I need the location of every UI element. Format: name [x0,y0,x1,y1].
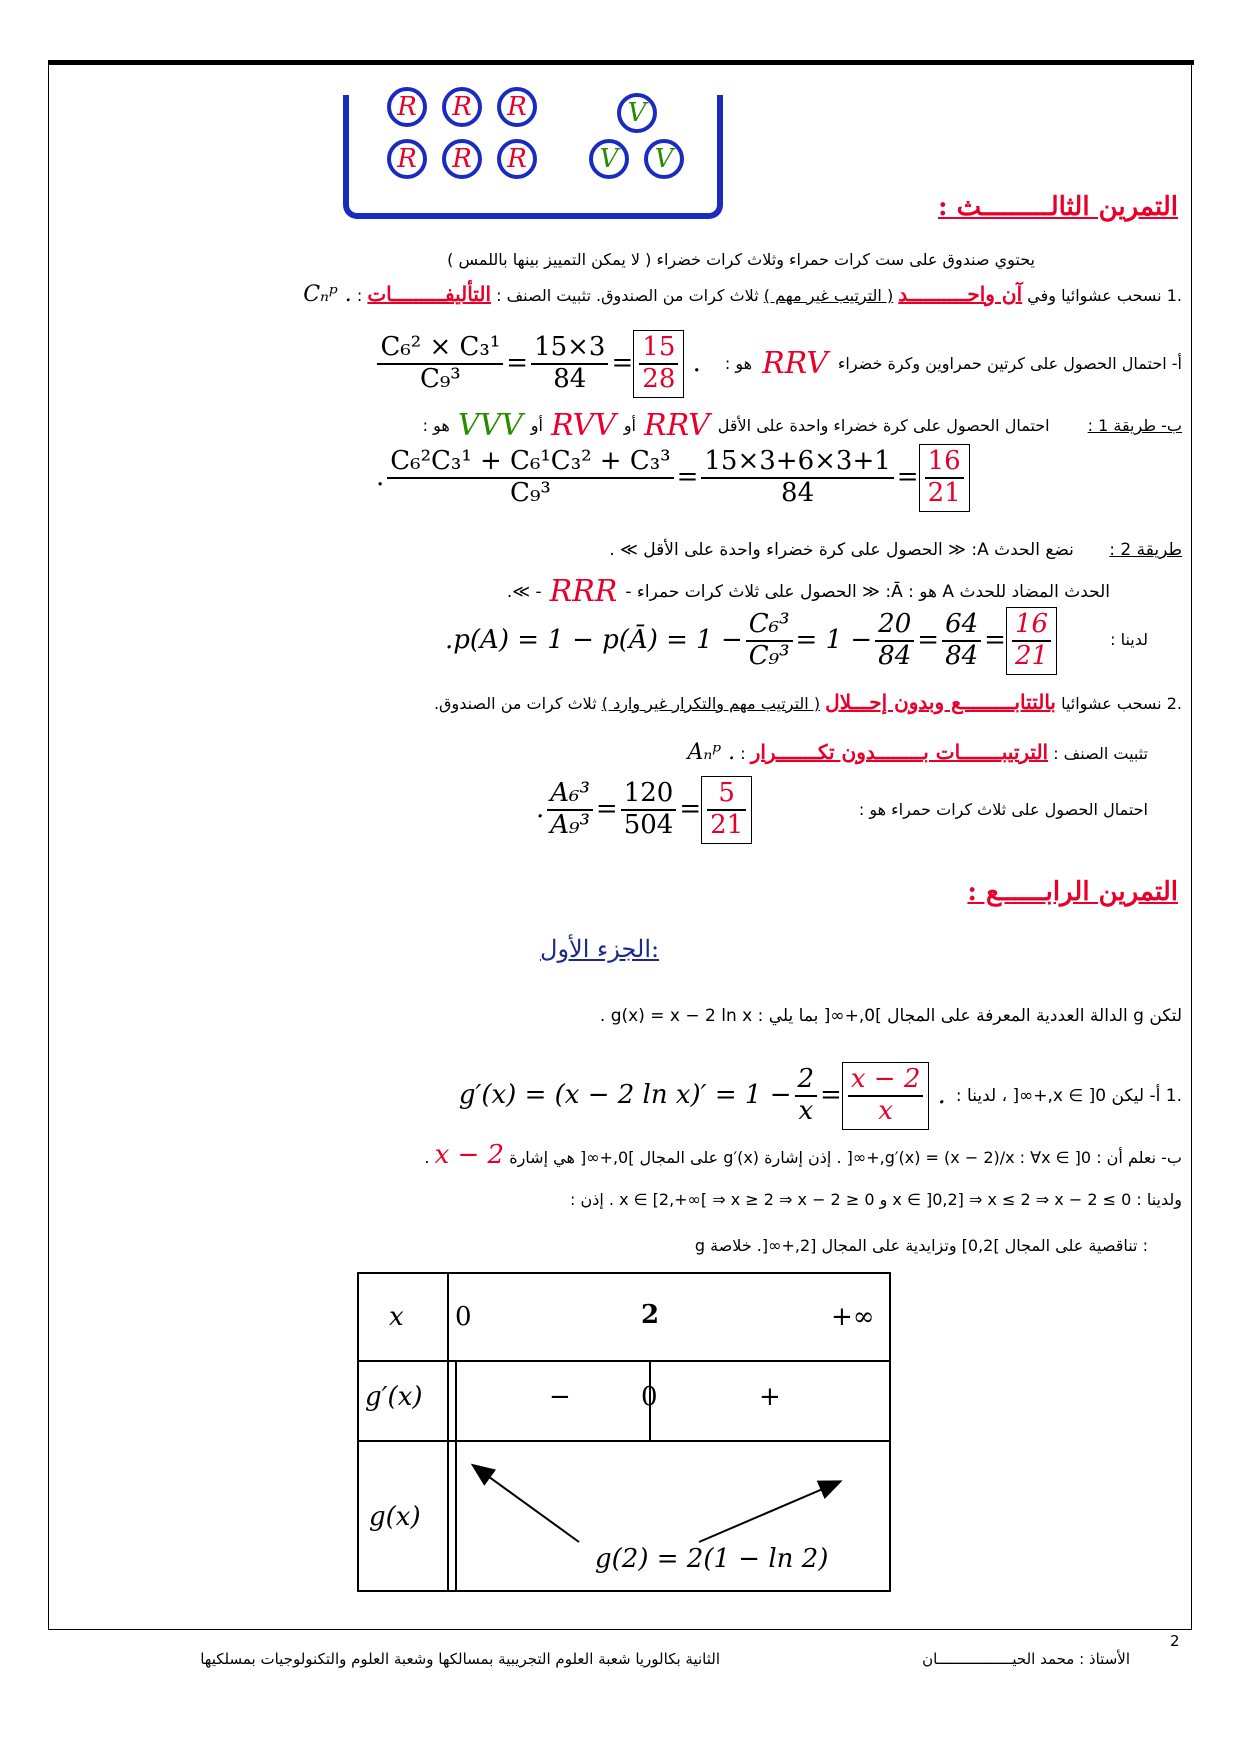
method2-eq2: = 1 − [795,624,873,655]
x-value-inf: +∞ [831,1302,875,1332]
footer-teacher: الأستاذ : محمد الحيـــــــــــــــــان [922,1650,1130,1668]
derivative-res-den: x [878,1095,893,1126]
q1b-end: . [424,1148,430,1167]
ball-red: R [442,139,482,179]
ex3-intro: يحتوي صندوق على ست كرات حمراء وثلاث كرات خضراء ( لا يمكن التمييز بينها باللمس ) [447,250,1035,269]
method2-formula: .p(A) = 1 − p(Ā) = 1 − $\frac{\text{C₆³}}{\text{C₉³}}$ = 1 − $\frac{20}{84}$ = $\frac{64}{84}$ = $\frac{16}{21}$ [445,607,1057,675]
decreasing-arrow [474,1466,579,1542]
q2-res-den: 21 [710,809,744,840]
ex3-q1b-method1 [423,408,1182,443]
method2-f1-den: C₉³ [748,640,790,671]
q2-num-a: A₆³ [547,779,593,811]
or-word: أو [623,416,636,435]
method2-eq: p(A) = 1 − p(Ā) = 1 − [453,624,743,655]
q2-class-name: الترتيبـــــــات بــــــــدون تكـــــــرار [750,740,1049,764]
q2-symbol: Aₙᵖ . [687,740,736,765]
method1-res-den: 21 [927,477,961,508]
method1-result [919,444,970,512]
q1a-label: أ- احتمال الحصول على كرتين حمراوين وكرة خضراء [837,354,1182,374]
part-1-heading: الجزء الأول: [540,935,660,963]
q2-order-note: ( الترتيب مهم والتكرار غير وارد ) [601,694,821,713]
method2-line1 [609,540,1182,560]
q1-symbol: Cₙᵖ . [303,282,352,307]
q2-result [701,776,752,844]
or-word: أو [530,416,543,435]
q1-number: .1 [1166,286,1182,305]
q2-successive: بالتتابـــــــــع وبدون إحـــلال [825,690,1056,714]
ex4-definition: لتكن g الدالة العددية المعرفة على المجال ]0,+∞[ بما يلي : g(x) = x − 2 ln x . [599,1006,1182,1026]
method2-f1-num: C₆³ [746,610,793,642]
variation-arrows [359,1274,889,1590]
sign-zero: 0 [641,1382,658,1412]
method1-text: احتمال الحصول على كرة خضراء واحدة على الأقل [717,416,1050,435]
q2-text-2: ثلاث كرات من الصندوق. [433,694,597,713]
q2-formula: . $\frac{\text{A₆³}}{\text{A₉³}}$ = $\frac{120}{504}$ = $\frac{5}{21}$ [536,776,752,844]
q1a-is: هو : [724,354,753,374]
combo-rrv: RRV [643,408,710,443]
q1a-eq-num: 15×3 [531,333,608,365]
variation-table [357,1272,891,1592]
method2-result [1006,607,1057,675]
derivative-f-num: 2 [795,1065,818,1097]
method1-den: C₉³ [510,477,551,508]
derivative-formula: g′(x) = (x − 2 ln x)′ = 1 − $\frac{2}{x}$ = $\frac{x - 2}{x}$ . [459,1062,946,1130]
q1b-sign: x − 2 [434,1140,505,1170]
sign-positive: + [759,1382,781,1412]
method2-res-num: 16 [1012,610,1051,642]
ball-box-illustration [343,92,723,219]
ball-red: R [387,87,427,127]
ball-green: V [589,139,629,179]
method1-eq-den: 84 [781,477,815,508]
q1-order-note: ( الترتيب غير مهم ) [763,286,894,305]
q1a-result [633,330,684,398]
x-value-0: 0 [455,1302,472,1332]
q1a-combo: RRV [762,346,828,382]
method1-res-num: 16 [925,447,964,479]
ball-red: R [387,139,427,179]
q1b-text: ب- نعلم أن : g′(x) = (x − 2)/x : ∀x ∈ ]0,+∞[ . إذن إشارة g′(x) على المجال ]0,+∞[ هي إشارة [509,1148,1182,1167]
q1-text-2: ثلاث كرات من الصندوق. تثبيت الصنف : [496,286,759,305]
q1a-res-num: 15 [639,333,678,365]
minimum-value: g(2) = 2(1 − ln 2) [595,1544,829,1574]
page-number: 2 [1170,1632,1180,1650]
q2-eq-num: 120 [621,779,677,811]
ball-green: V [644,139,684,179]
ex4-q1b [424,1140,1182,1170]
row-label-x: x [389,1302,404,1332]
q1-simultaneous: آن واحــــــــــد [898,282,1023,306]
ex4-conclusion: g تناقصية على المجال ]0,2] وتزايدية على المجال [2,+∞[. خلاصة : [694,1236,1148,1255]
combo-rrr: RRR [549,574,618,609]
ex3-q2 [434,690,1182,714]
method2-complement: الحدث المضاد للحدث A هو : Ā: ≪ الحصول على ثلاث كرات حمراء - [625,581,1110,602]
ex4-sign-reasoning: ولدينا : x ∈ ]0,2] ⇒ x ≤ 2 ⇒ x − 2 ≤ 0 و x ∈ [2,+∞[ ⇒ x ≥ 2 ⇒ x − 2 ≥ 0 . إذن : [570,1190,1182,1209]
method1-eq-num: 15×3+6×3+1 [701,447,893,479]
combo-vvv: VVV [457,408,523,443]
derivative-result [842,1062,930,1130]
q2-den-a: A₉³ [550,809,590,840]
footer-level: الثانية بكالوريا شعبة العلوم التجريبية بمسالكها وشعبة العلوم والتكنولوجيات بمسلكيها [200,1650,720,1668]
ex4-q1a [459,1062,1182,1130]
method2-end: - ≫. [506,581,542,602]
method2-f3-den: 84 [945,640,979,671]
q1a-formula: $\frac{\text{C₆² × C₃¹}}{\text{C₉³}}$ = $\frac{15\times 3}{84}$ = $\frac{15}{28}$ . [374,330,700,398]
exercise-3-title: التمرين الثالـــــــــث : [937,192,1178,222]
derivative-f-den: x [798,1095,814,1126]
ball-green: V [617,93,657,133]
increasing-arrow [699,1482,839,1542]
method2-have: لدينا : [1110,630,1148,649]
method1-num: C₆²C₃¹ + C₆¹C₃² + C₃³ [387,447,673,479]
q2-res-num: 5 [707,779,746,811]
q2-eq-den: 504 [623,809,674,840]
q2-prob-text: احتمال الحصول على ثلاث كرات حمراء هو : [858,800,1148,819]
derivative-dot: . [937,1079,946,1110]
q1a-eq-den: 84 [553,363,587,394]
method2-res-den: 21 [1014,640,1049,671]
exercise-4-title: التمرين الرابــــــع : [967,877,1178,907]
row-label-g: g(x) [369,1502,421,1532]
ex3-q1 [303,282,1182,307]
q1a-num: C₆² × C₃¹ [377,333,503,365]
derivative-res-num: x − 2 [848,1065,924,1097]
sign-negative: − [549,1382,571,1412]
method2-text: نضع الحدث A: ≪ الحصول على كرة خضراء واحدة على الأقل ≫ . [609,540,1074,560]
q2-number: .2 [1166,694,1182,713]
q2-colon: : [740,744,746,763]
q1a-text: .1 أ- ليكن x ∈ ]0,+∞[ ، لدينا : [955,1085,1182,1106]
combo-rvv: RVV [550,408,616,443]
q1a-res-den: 28 [642,363,676,394]
q1-colon: : [356,286,363,305]
q2-class-line [688,740,1148,765]
method1-is: هو : [422,416,450,435]
ball-red: R [497,139,537,179]
method2-f3-num: 64 [942,610,981,642]
method2-line2 [507,574,1110,609]
method1-formula: . $\frac{\text{C₆²C₃¹ + C₆¹C₃² + C₃³}}{\text{C₉³}}$ = $\frac{15\times 3+6\times 3+1}{84}$ = $\frac{16}{21}$ [376,444,970,512]
ex3-q1a [374,330,1182,398]
x-value-2: 2 [641,1300,660,1330]
q2-text: نسحب عشوائيا [1061,694,1162,713]
ball-red: R [497,87,537,127]
method2-label: طريقة 2 : [1109,540,1182,560]
q2-class-label: تثبيت الصنف : [1053,744,1148,763]
method2-f2-den: 84 [878,640,912,671]
derivative-eq: g′(x) = (x − 2 ln x)′ = 1 − [458,1079,792,1110]
ball-red: R [442,87,482,127]
q1-text: نسحب عشوائيا وفي [1027,286,1162,305]
method2-f2-num: 20 [875,610,914,642]
q1a-den: C₉³ [419,363,461,394]
row-label-gprime: g′(x) [365,1382,423,1412]
method1-label: ب- طريقة 1 : [1087,416,1182,435]
q1-class-name: التأليفـــــــــات [367,282,492,306]
